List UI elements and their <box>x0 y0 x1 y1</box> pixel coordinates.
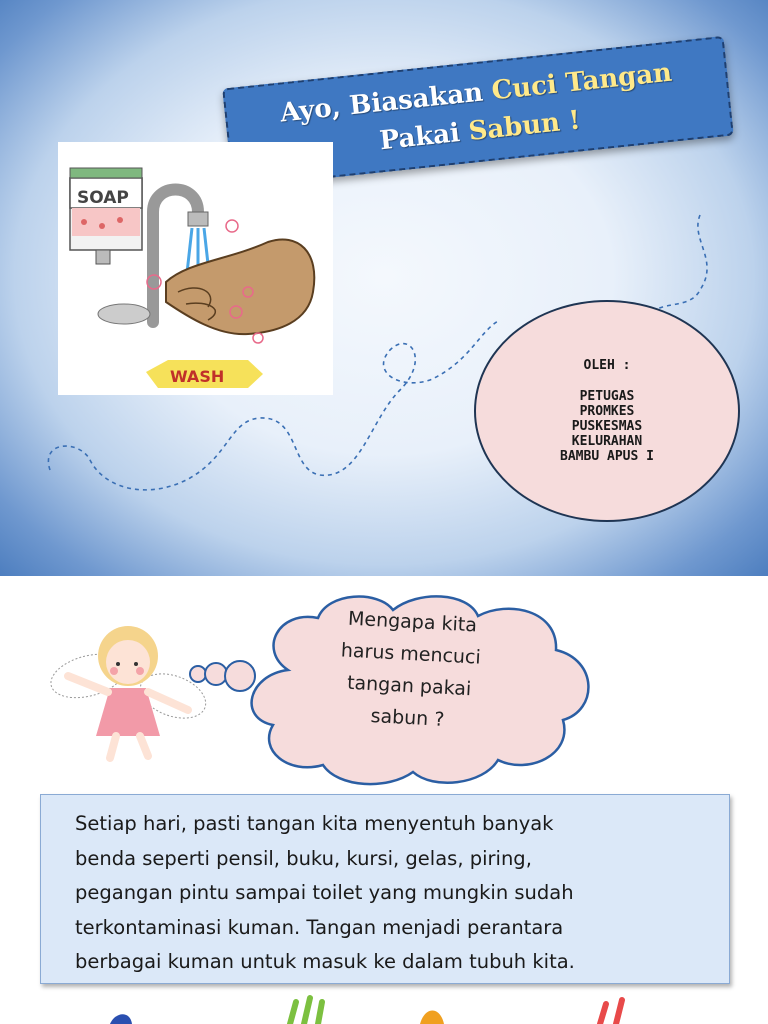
author-line: KELURAHAN <box>571 434 643 449</box>
body-line: berbagai kuman untuk masuk ke dalam tubuh kita. <box>75 950 575 973</box>
question-text: Mengapa kita harus mencuci tangan pakai sabun ? <box>340 607 482 731</box>
author-oval <box>474 300 740 522</box>
title-line-2: Pakai Sabun ! <box>378 105 582 157</box>
handprints-icon <box>60 994 720 1024</box>
title-line-1: Ayo, Biasakan Cuci Tangan <box>278 57 674 129</box>
author-line: PUSKESMAS <box>571 419 643 434</box>
handwash-icon <box>58 142 333 395</box>
author-line: PROMKES <box>579 404 635 419</box>
handwashing-illustration <box>58 142 333 395</box>
body-line: pegangan pintu sampai toilet yang mungkin sudah <box>75 881 574 904</box>
author-heading: OLEH : <box>583 358 631 373</box>
svg-text:SOAP: SOAP <box>77 188 129 208</box>
author-line: BAMBU APUS I <box>560 449 654 464</box>
svg-text:WASH: WASH <box>170 367 225 386</box>
author-line: PETUGAS <box>579 389 635 404</box>
body-line: benda seperti pensil, buku, kursi, gelas, piring, <box>75 846 532 870</box>
body-line: terkontaminasi kuman. Tangan menjadi perantara <box>75 915 564 939</box>
explanation-box <box>40 794 730 984</box>
content-slide <box>0 576 768 1024</box>
body-line: Setiap hari, pasti tangan kita menyentuh banyak <box>75 812 554 835</box>
